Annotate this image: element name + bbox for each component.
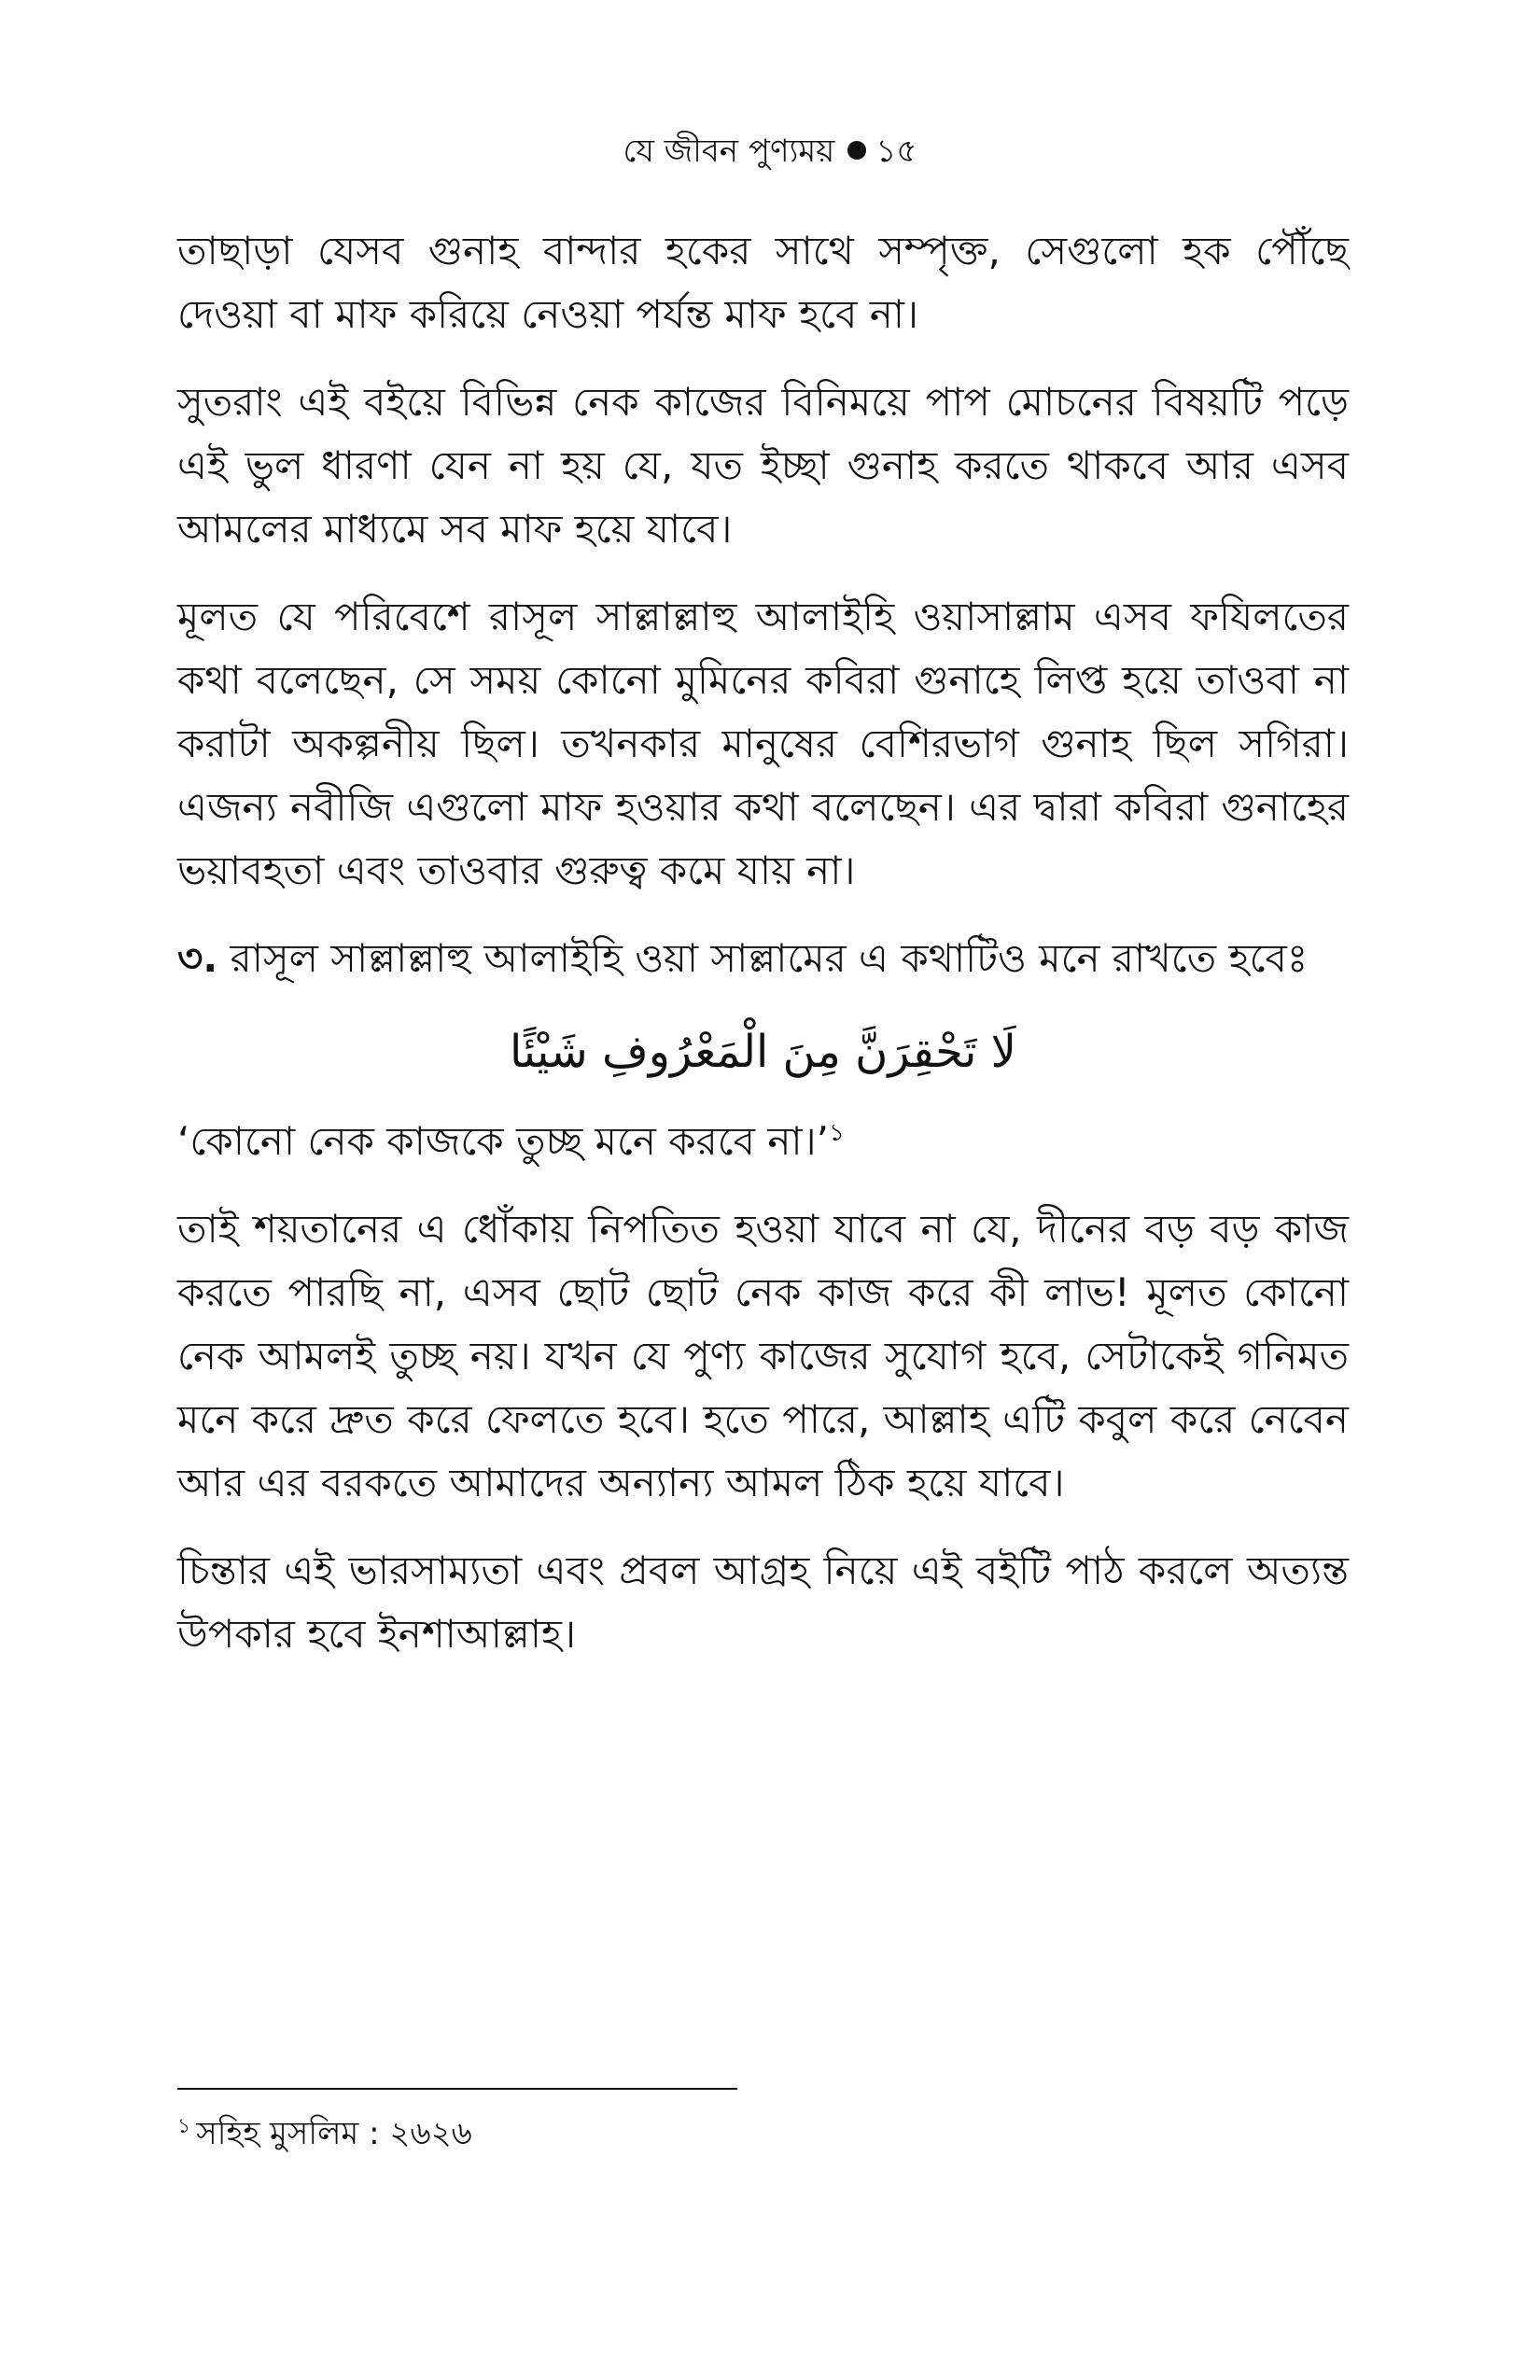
running-header-title: যে জীবন পুণ্যময় [623,133,835,170]
page-number: ১৫ [875,133,917,170]
paragraph: তাই শয়তানের এ ধোঁকায় নিপতিত হওয়া যাবে না যে, দীনের বড় বড় কাজ করতে পারছি না, এসব ছোট ছোট নেক কাজ করে কী লাভ! মূলত কোনো নেক আমলই তুচ্ছ নয়। যখন যে পুণ্য কাজের সুযোগ হবে, সেটাকেই গনিমত মনে করে দ্রুত করে ফেলতে হবে। হতে পারে, আল্লাহ এটি কবুল করে নেবেন আর এর বরকতে আমাদের অন্যান্য আমল ঠিক হয়ে যাবে। [177,1206,1349,1505]
point-number: ৩. [177,935,218,981]
arabic-hadith-quote: لَا تَحْقِرَنَّ مِنَ الْمَعْرُوفِ شَيْئًا [509,1026,1017,1078]
bullet-separator [847,141,866,160]
translation-line [177,1110,1349,1173]
body-text [177,219,1349,1690]
running-header [0,131,1540,172]
numbered-point [177,927,1349,990]
paragraph: মূলত যে পরিবেশে রাসূল সাল্লাল্লাহু আলাইহি ওয়াসাল্লাম এসব ফযিলতের কথা বলেছেন, সে সময় কোনো মুমিনের কবিরা গুনাহে লিপ্ত হয়ে তাওবা না করাটা অকল্পনীয় ছিল। তখনকার মানুষের বেশিরভাগ গুনাহ ছিল সগিরা। এজন্য নবীজি এগুলো মাফ হওয়ার কথা বলেছেন। এর দ্বারা কবিরা গুনাহের ভয়াবহতা এবং তাওবার গুরুত্ব কমে যায় না। [177,594,1349,893]
footnote-text: সহিহ মুসলিম : ২৬২৬ [196,2115,472,2152]
footnote [177,2111,1297,2156]
paragraph: সুতরাং এই বইয়ে বিভিন্ন নেক কাজের বিনিময়ে পাপ মোচনের বিষয়টি পড়ে এই ভুল ধারণা যেন না হয় যে, যত ইচ্ছা গুনাহ করতে থাকবে আর এসব আমলের মাধ্যমে সব মাফ হয়ে যাবে। [177,379,1349,552]
translation-text: ‘কোনো নেক কাজকে তুচ্ছ মনে করবে না।’ [177,1118,829,1164]
footnote-divider [177,2088,737,2090]
paragraph: তাছাড়া যেসব গুনাহ বান্দার হকের সাথে সম্পৃক্ত, সেগুলো হক পৌঁছে দেওয়া বা মাফ করিয়ে নেওয়া পর্যন্ত মাফ হবে না। [177,228,1349,337]
footnote-marker: ১ [177,2114,191,2138]
point-text: রাসূল সাল্লাল্লাহু আলাইহি ওয়া সাল্লামের এ কথাটিও মনে রাখতে হবেঃ [230,935,1309,981]
paragraph: চিন্তার এই ভারসাম্যতা এবং প্রবল আগ্রহ নিয়ে এই বইটি পাঠ করলে অত্যন্ত উপকার হবে ইনশাআল্লাহ। [177,1547,1349,1657]
footnote-reference: ১ [828,1119,845,1147]
